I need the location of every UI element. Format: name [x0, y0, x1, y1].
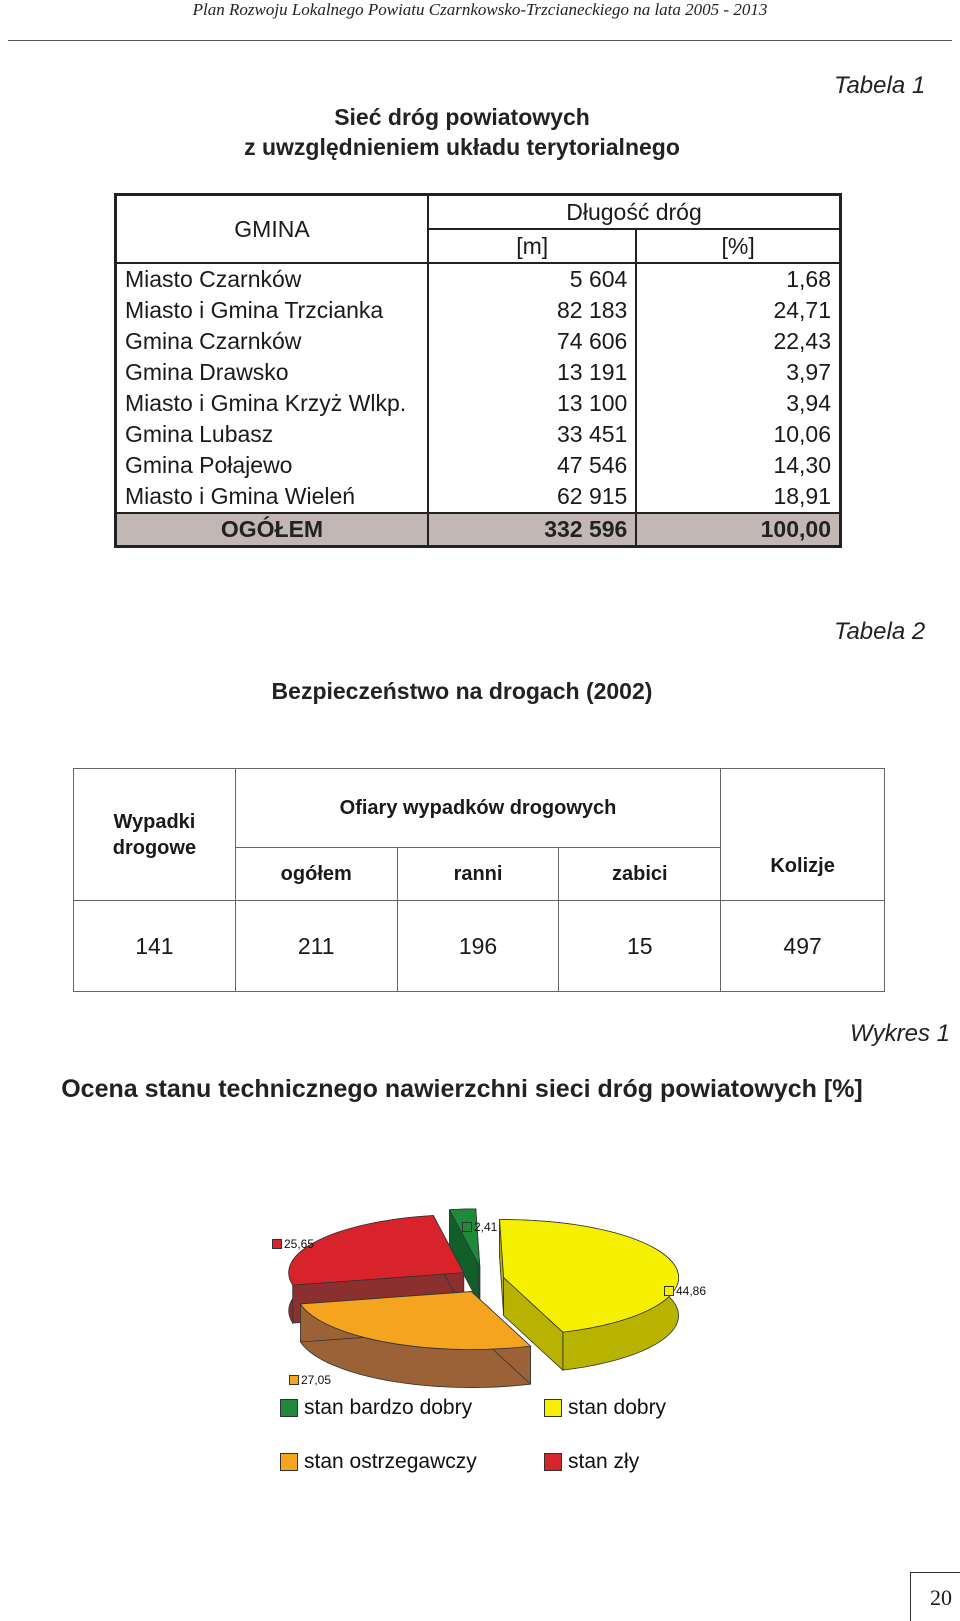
pct-cell: 3,97 [636, 357, 840, 388]
data-label-good [664, 1284, 706, 1298]
table1-label: Tabela 1 [834, 72, 926, 99]
m-cell: 47 546 [428, 450, 636, 481]
col-gmina-header: GMINA [234, 215, 310, 242]
running-header-text: Plan Rozwoju Lokalnego Powiatu Czarnkowsko-Trzcianeckiego na lata 2005 - 2013 [192, 0, 768, 19]
pct-cell: 10,06 [636, 419, 840, 450]
col-accidents-line2: drogowe [112, 836, 197, 859]
m-cell: 33 451 [428, 419, 636, 450]
col-killed-header: zabici [559, 848, 721, 901]
legend-item-bad [544, 1450, 639, 1474]
total-label: OGÓŁEM [116, 513, 429, 547]
accidents-value: 141 [74, 901, 236, 992]
pie-slice-warning [300, 1292, 530, 1388]
table2-title: Bezpieczeństwo na drogach (2002) [271, 678, 653, 704]
col-length-header: Długość dróg [428, 195, 841, 230]
legend-label: stan ostrzegawczy [304, 1450, 477, 1473]
data-label-text: 44,86 [676, 1284, 707, 1298]
data-label-swatch [272, 1239, 282, 1249]
m-cell: 5 604 [428, 263, 636, 295]
gmina-cell: Gmina Połajewo [125, 452, 293, 478]
legend-label: stan bardzo dobry [304, 1396, 473, 1419]
table-row [116, 295, 841, 326]
gmina-cell: Miasto i Gmina Krzyż Wlkp. [125, 390, 407, 416]
col-victims-header: Ofiary wypadków drogowych [235, 769, 720, 848]
legend-swatch [544, 1453, 562, 1471]
pct-cell: 18,91 [636, 481, 840, 513]
table-row [116, 481, 841, 513]
pct-cell: 24,71 [636, 295, 840, 326]
data-label-bad [272, 1237, 314, 1251]
m-cell: 74 606 [428, 326, 636, 357]
gmina-cell: Miasto i Gmina Trzcianka [125, 297, 384, 323]
data-label-swatch [462, 1222, 472, 1232]
data-label-text: 27,05 [301, 1373, 332, 1387]
collisions-value: 497 [721, 901, 885, 992]
legend-item-warning [280, 1450, 477, 1474]
page-number: 20 [930, 1585, 952, 1610]
legend-swatch [280, 1453, 298, 1471]
legend-label: stan zły [568, 1450, 640, 1473]
table-row [116, 388, 841, 419]
col-m-header: [m] [428, 229, 636, 263]
gmina-cell: Gmina Lubasz [125, 421, 274, 447]
gmina-cell: Miasto Czarnków [116, 263, 429, 295]
legend-swatch [280, 1399, 298, 1417]
table-row [116, 357, 841, 388]
data-label-text: 2,41 [474, 1220, 498, 1234]
pct-cell: 3,94 [636, 388, 840, 419]
table-row [116, 450, 841, 481]
running-header [0, 0, 960, 40]
table2-label: Tabela 2 [834, 618, 926, 645]
col-pct-header: [%] [636, 229, 840, 263]
legend-item-good [544, 1396, 666, 1420]
total-row [116, 513, 841, 547]
data-label-warning [289, 1373, 331, 1387]
total-value: 211 [235, 901, 397, 992]
data-label-text: 25,65 [284, 1237, 315, 1251]
injured-value: 196 [397, 901, 559, 992]
data-label-very-good [462, 1220, 497, 1234]
m-cell: 82 183 [428, 295, 636, 326]
road-network-table [114, 193, 842, 548]
table1-title-line1: Sieć dróg powiatowych [334, 104, 590, 130]
header-rule [8, 40, 952, 41]
pct-cell: 14,30 [636, 450, 840, 481]
data-label-swatch [664, 1286, 674, 1296]
pct-cell: 22,43 [636, 326, 840, 357]
legend-swatch [544, 1399, 562, 1417]
total-m: 332 596 [428, 513, 636, 547]
table-row [74, 901, 885, 992]
gmina-cell: Gmina Czarnków [125, 328, 302, 354]
m-cell: 13 100 [428, 388, 636, 419]
table1-title [0, 102, 924, 162]
road-safety-table [73, 768, 885, 992]
chart-label: Wykres 1 [850, 1020, 951, 1047]
col-total-header: ogółem [235, 848, 397, 901]
col-collisions-header: Kolizje [721, 769, 885, 901]
pie-slice-top [289, 1216, 464, 1286]
data-label-swatch [289, 1375, 299, 1385]
chart-title: Ocena stanu technicznego nawierzchni sieci dróg powiatowych [%] [61, 1075, 863, 1103]
col-accidents-line1: Wypadki [113, 810, 196, 833]
table-row [116, 263, 841, 295]
gmina-cell: Gmina Drawsko [125, 359, 289, 385]
m-cell: 13 191 [428, 357, 636, 388]
total-pct: 100,00 [636, 513, 840, 547]
table-row [116, 419, 841, 450]
col-injured-header: ranni [397, 848, 559, 901]
legend-item-very-good [280, 1396, 472, 1420]
pct-cell: 1,68 [636, 263, 840, 295]
gmina-cell: Miasto i Gmina Wieleń [125, 483, 356, 509]
table-row [116, 326, 841, 357]
m-cell: 62 915 [428, 481, 636, 513]
legend-label: stan dobry [568, 1396, 667, 1419]
table1-title-line2: z uwzględnieniem układu terytorialnego [244, 134, 680, 160]
killed-value: 15 [559, 901, 721, 992]
col-accidents-header [74, 769, 236, 901]
